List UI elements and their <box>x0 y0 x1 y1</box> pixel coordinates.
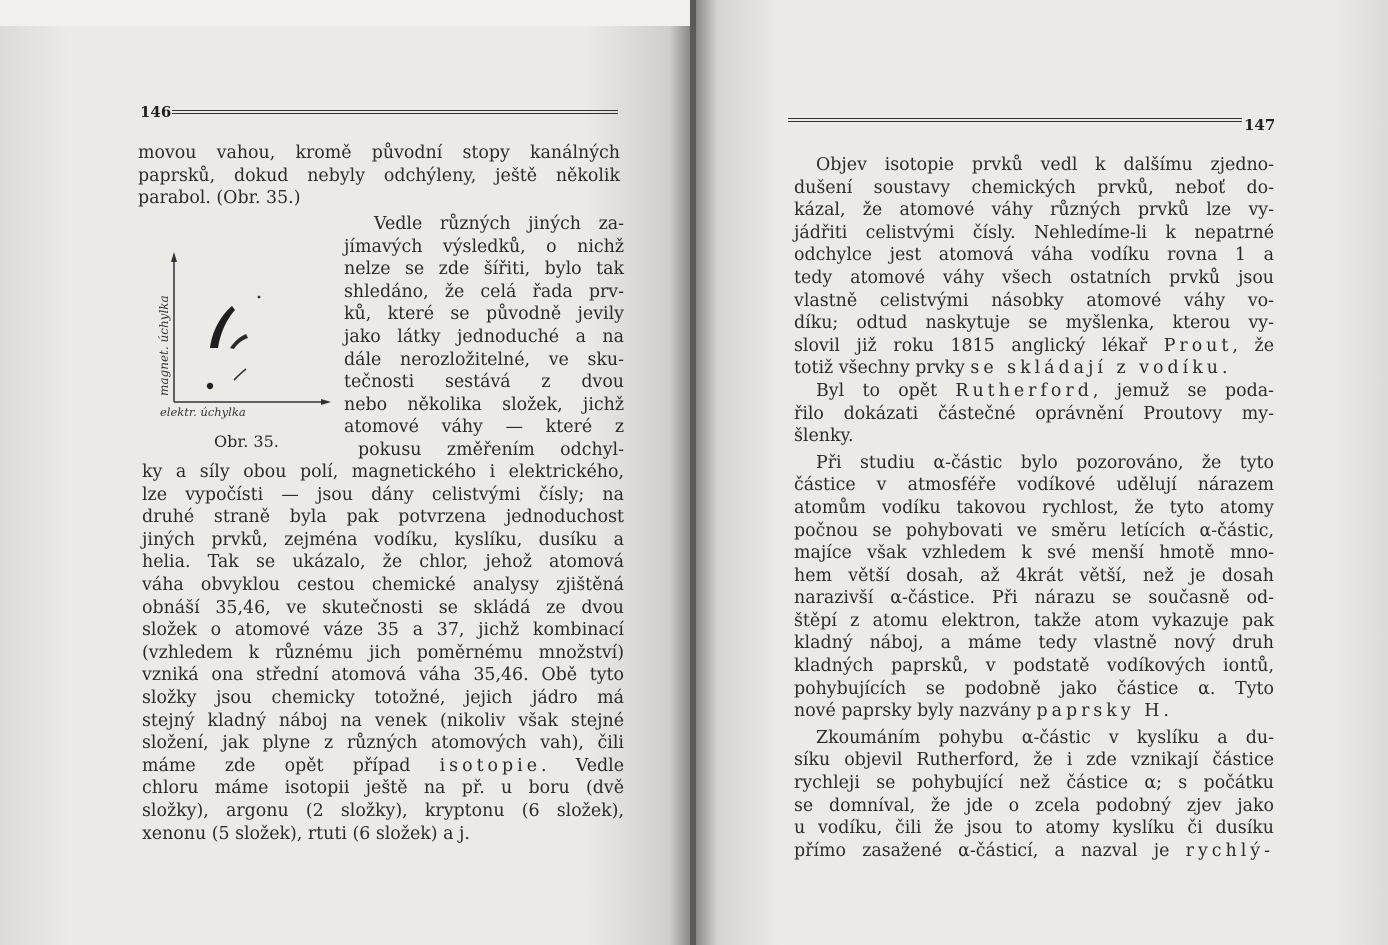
text-line: helia. Tak se ukázalo, že chlor, jehož atomová <box>142 552 624 573</box>
text-line: složení, jak plyne z různých atomových vah), čili <box>142 733 624 754</box>
page-number-right: 147 <box>1244 116 1276 134</box>
text-line: movou vahou, kromě původní stopy kanálných <box>138 143 620 163</box>
text-line: hem větší dosah, až 4krát větší, než je dosah <box>794 565 1274 586</box>
text-run: . Vedle <box>541 755 624 776</box>
text-line: xenonu (5 složek), rtuti (6 složek) a j. <box>142 823 470 844</box>
text-line: paprsků, dokud nebyly odchýleny, ještě několik <box>138 165 620 186</box>
left-page <box>0 0 690 945</box>
page-number-left: 146 <box>140 103 172 121</box>
text-line: ků, které se původně jevily <box>344 304 624 325</box>
text-line: druhé straně byla pak potvrzena jednoduchost <box>142 507 624 528</box>
right-text <box>794 154 1274 862</box>
spaced-term: paprsky H <box>1036 701 1164 722</box>
spaced-term: isotopie <box>439 755 542 776</box>
text-line: Vedle různých jiných za- <box>374 214 624 234</box>
text-line: ky a síly obou polí, magnetického i elektrického, <box>142 462 624 482</box>
text-line: Při studiu α-částic bylo pozorováno, že tyto <box>816 452 1274 473</box>
text-line: kladných paprsků, v podstatě vodíkových iontů, <box>794 656 1274 677</box>
parabola-trace-1 <box>210 306 235 348</box>
text-line: dále nerozložitelné, ve sku- <box>344 349 624 370</box>
text-line: narazivší α-částice. Při nárazu se současně od- <box>794 588 1274 609</box>
text-line: parabol. (Obr. 35.) <box>138 188 301 209</box>
text-run: , že <box>1232 335 1275 356</box>
text-line <box>794 335 1274 358</box>
parabola-trace-2 <box>230 334 248 349</box>
text-line: lze vypočísti — jsou dány celistvými čísly; na <box>142 484 624 505</box>
text-line: obnáší 35,46, ve skutečnosti se skládá ze dvou <box>142 597 624 618</box>
text-run: Byl to opět <box>816 380 938 401</box>
text-line: atomové váhy — které z <box>344 417 624 438</box>
text-line: nebo několika složek, jichž <box>344 394 624 415</box>
text-line: složky jsou chemicky totožné, jejich jádro má <box>142 687 624 708</box>
text-run: . <box>1221 358 1228 379</box>
torn-top-edge <box>0 0 690 26</box>
text-run: totiž všechny prvky <box>794 358 965 379</box>
text-line: váha obvyklou cestou chemické analysy zjištěná <box>142 574 624 595</box>
text-line: jádřiti celistvými čísly. Nehledíme-li k nepatrné <box>794 222 1274 243</box>
text-line: Zkoumáním pohybu α-částic v kyslíku a du- <box>816 727 1274 748</box>
text-run: slovil již roku 1815 anglický lékař <box>794 335 1148 356</box>
text-line: tečnosti sestává z dvou <box>344 372 624 393</box>
text-run: . <box>1163 701 1169 722</box>
figure-caption: Obr. 35. <box>214 432 279 451</box>
text-line: rychleji se pohybující než částice α; s počátku <box>794 773 1274 794</box>
text-line: pokusu změřením odchyl- <box>358 439 624 460</box>
text-line: chloru máme isotopii ještě na př. u boru (dvě <box>142 778 624 799</box>
header-rule-left <box>172 110 618 114</box>
spaced-term: rychlý- <box>1185 840 1275 861</box>
text-line: jiných prvků, zejména vodíku, kyslíku, dusíku a <box>142 529 624 550</box>
text-line: počnou se pohybovati ve směru letících α-částic, <box>794 520 1274 541</box>
left-flow-text <box>344 213 624 462</box>
text-line: složek o atomové váze 35 a 37, jichž kombinací <box>142 620 624 641</box>
spaced-name: Prout <box>1163 335 1233 356</box>
left-wide-text <box>142 461 624 845</box>
header-rule-right <box>788 118 1242 122</box>
x-axis-label: elektr. úchylka <box>160 405 246 419</box>
speck <box>258 296 261 299</box>
text-line: vzniká ona střední atomová váha 35,46. Obě tyto <box>142 665 624 686</box>
text-line: kázal, že atomové váhy různých prvků lze vy- <box>794 200 1274 221</box>
x-axis-arrow <box>321 399 331 405</box>
text-line: částice v atmosféře vodíkové udělují nárazem <box>794 475 1274 496</box>
text-line: síku objevil Rutherford, že i zde vznikají částice <box>794 750 1274 771</box>
text-line <box>794 700 1274 723</box>
y-axis-label: magnet. úchylka <box>157 295 171 396</box>
text-line: dušení soustavy chemických prvků, neboť do- <box>794 177 1274 198</box>
text-run: , jemuž se poda- <box>1092 380 1274 401</box>
text-run: přímo zasažené α-částicí, a nazval je <box>794 840 1170 861</box>
right-page <box>696 0 1388 945</box>
text-line <box>794 840 1274 863</box>
text-line: majíce však vzhledem k své menší hmotě mno- <box>794 543 1274 564</box>
text-line: shledáno, že celá řada prv- <box>344 281 624 302</box>
spaced-phrase: se skládají z vodíku <box>970 358 1222 379</box>
text-line: štěpí z atomu elektron, takže atom vykazuje pak <box>794 610 1274 631</box>
text-line: tedy atomové váhy všech ostatních prvků jsou <box>794 267 1274 288</box>
text-line: stejný kladný náboj na venek (nikoliv však stejné <box>142 710 624 731</box>
text-line: složky), argonu (2 složky), kryptonu (6 složek), <box>142 800 624 821</box>
spaced-name: Rutherford <box>955 380 1093 401</box>
parabola-trace-3 <box>234 369 246 380</box>
text-line: (vzhledem k různému jich poměrnému množství) <box>142 642 624 663</box>
text-line: atomům vodíku takovou rychlost, že tyto atomy <box>794 497 1274 518</box>
text-line: kladný náboj, a máme tedy vlastně nový druh <box>794 633 1274 654</box>
text-line: vlastně celistvými násobky atomové váhy vo- <box>794 290 1274 311</box>
origin-spot <box>207 383 213 389</box>
text-line: pohybujících se podobně jako částice α. Tyto <box>794 678 1274 699</box>
text-line: jímavých výsledků, o nichž <box>344 236 624 257</box>
text-line <box>794 357 1274 380</box>
text-line: nelze se zde šířiti, bylo tak <box>344 259 624 280</box>
text-line: u vodíku, čili že jsou to atomy kyslíku či dusíku <box>794 818 1274 839</box>
y-axis-arrow <box>171 252 177 262</box>
text-line <box>794 380 1274 403</box>
text-line: řilo dokázati částečné oprávnění Proutovy my- <box>794 403 1274 424</box>
text-line: šlenky. <box>794 426 854 447</box>
text-line: odchylce jest atomová váha vodíku rovna 1 a <box>794 245 1274 266</box>
figure-35-parabola-plot <box>148 250 333 430</box>
text-line: díku; odtud naskytuje se myšlenka, kterou vy- <box>794 313 1274 334</box>
text-line: Objev isotopie prvků vedl k dalšímu zjedno- <box>816 155 1274 175</box>
left-top-text <box>138 142 620 210</box>
text-line: jako látky jednoduché a na <box>344 326 624 347</box>
text-run: nové paprsky byly nazvány <box>794 701 1031 722</box>
text-line <box>142 755 624 778</box>
text-run: máme zde opět případ <box>142 755 411 776</box>
text-line: se domníval, že jde o zcela podobný zjev jako <box>794 795 1274 816</box>
